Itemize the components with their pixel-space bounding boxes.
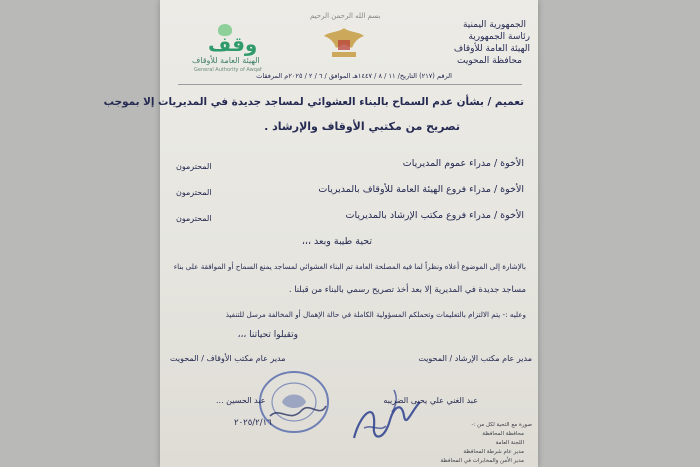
reference-line: الرقم (٢١٧) التاريخ/ ١١ / ٨ / ١٤٤٧هـ الموافق / ٦ / ٢ / ٢٠٢٥م المرفقات: [256, 72, 452, 80]
addressee-1: الأخوة / مدراء عموم المديريات: [402, 158, 524, 169]
basmala: بسم الله الرحمن الرحيم: [310, 12, 381, 20]
addressee-2: الأخوة / مدراء فروع الهيئة العامة للأوقاف بالمديريات: [318, 184, 524, 195]
addressee-3-suffix: المحترمون: [176, 214, 212, 223]
signature-title-right: مدير عام مكتب الإرشاد / المحويت: [418, 354, 532, 363]
copies-item-4: مدير الأمن والمخابرات في المحافظة: [440, 458, 524, 464]
logo-text: وقف: [208, 32, 258, 56]
closing: وتقبلوا تحياتنا ،،،: [237, 330, 298, 340]
signature-date-left: ٢٠٢٥/٢/١٦: [234, 418, 272, 428]
greeting: تحية طيبة وبعد ،،،: [301, 236, 372, 247]
paragraph-2: وعليه :- يتم الالتزام بالتعليمات وتحملكم المسؤولية الكاملة في حالة الإهمال أو المخالفة مرسل للتنفيذ: [225, 310, 526, 319]
yemen-emblem-icon: [320, 26, 368, 60]
paragraph-1-line-2: مساجد جديدة في المديرية إلا بعد أخذ تصريح رسمي بالبناء من قبلنا .: [288, 284, 526, 294]
awqaf-logo: [192, 24, 262, 73]
paragraph-1-line-1: بالإشارة إلى الموضوع أعلاه ونظراً لما فيه المصلحة العامة تم البناء العشوائي لمساجد يمنع السماح أو الموافقة على بناء: [173, 262, 526, 271]
header-line-1: الجمهورية اليمنية: [462, 20, 526, 30]
subject-line-2: تصريح من مكتبي الأوقاف والإرشاد .: [264, 120, 460, 133]
signature-title-left: مدير عام مكتب الأوقاف / المحويت: [170, 354, 286, 363]
header-line-4: محافظة المحويت: [457, 56, 522, 66]
header-line-2: رئاسة الجمهورية: [468, 32, 530, 42]
addressee-2-suffix: المحترمون: [176, 188, 212, 197]
copies-heading: صورة مع التحية لكل من :-: [471, 422, 532, 428]
authority-name-en: General Authority of Awqaf: [194, 67, 262, 73]
copies-list: [412, 422, 532, 467]
copies-item-2: اللجنة العامة: [495, 440, 524, 446]
copies-item-1: محافظة المحافظة: [482, 431, 524, 437]
header-divider: [178, 84, 522, 85]
addressee-3: الأخوة / مدراء فروع مكتب الإرشاد بالمديريات: [345, 210, 524, 221]
addressee-1-suffix: المحترمون: [176, 162, 212, 171]
copies-item-3: مدير عام شرطة المحافظة: [463, 449, 524, 455]
signature-name-left: عبد الحسين ...: [216, 396, 266, 405]
authority-name-ar: الهيئة العامة للأوقاف: [192, 56, 260, 65]
signature-name-right: عبد الغني علي يحيى الضريبه: [383, 396, 478, 405]
subject-line-1: تعميم / بشأن عدم السماح بالبناء العشوائي لمساجد جديدة في المديريات إلا بموجب: [103, 96, 524, 108]
header-line-3: الهيئة العامة للأوقاف: [453, 44, 530, 54]
document-page: [103, 0, 538, 467]
